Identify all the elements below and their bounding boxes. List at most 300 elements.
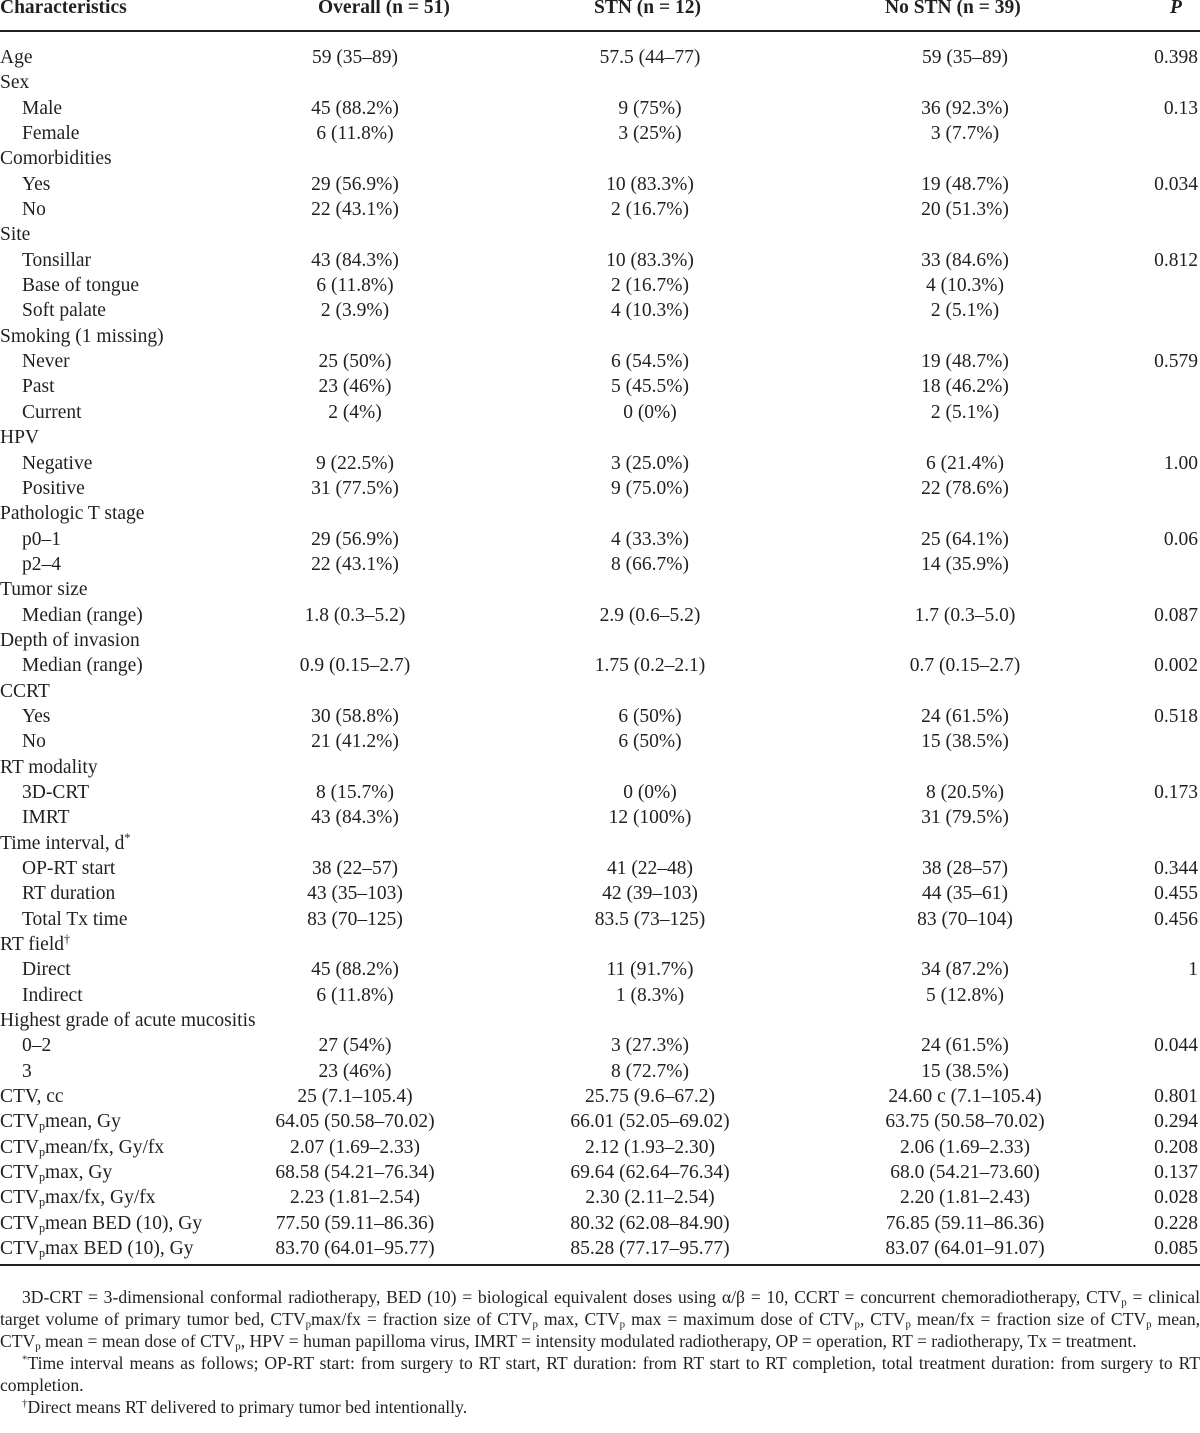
cell-stn: 83.5 (73–125) — [594, 908, 706, 930]
footnote-abbreviations-text: 3D-CRT = 3-dimensional conformal radiotherapy, BED (10) = biological equivalent doses using α/β = 10, CCRT = concurrent chemoradiotherapy, $CTV_p$ = clinical target volume of primary tumor bed, $CTV_p\max/fx$ = fraction size of $CTV_p$ max, $CTV_p$ max = maximum dose of $CTV_p$, $CTV_p$ mean/fx = fraction size of $CTV_p$ mean, $CTV_p$ mean = mean dose of $CTV_p$, HPV = human papilloma virus, IMRT = intensity modulated radiotherapy, OP = operation, RT = radiotherapy, Tx = treatment. — [0, 1287, 1200, 1353]
footnote-dagger-text: Direct means RT delivered to primary tumor bed intentionally. — [27, 1397, 468, 1417]
cell-overall: 38 (22–57) — [311, 858, 399, 879]
cell-stn: 42 (39–103) — [602, 883, 698, 905]
table-row — [0, 1033, 1200, 1058]
row-label-suffix: mean, Gy — [45, 1111, 121, 1133]
cell-overall: 83.70 (64.01–95.77) — [275, 1238, 435, 1260]
row-label-suffix: max BED (10), Gy — [45, 1238, 194, 1260]
cell-stn: 85.28 (77.17–95.77) — [570, 1238, 730, 1260]
cell-p-value: 0.812 — [1154, 249, 1198, 271]
row-label — [22, 96, 62, 121]
row-label-text: Soft palate — [22, 300, 106, 322]
cell-p-value: 0.034 — [1154, 173, 1198, 195]
cell-overall: 27 (54%) — [318, 1035, 392, 1057]
row-label-text: HPV — [0, 427, 40, 449]
table-row — [0, 273, 1200, 298]
row-label-subscript: p — [39, 1119, 46, 1134]
cell-no-stn: 8 (20.5%) — [926, 781, 1004, 803]
row-label — [22, 248, 91, 273]
row-label — [22, 451, 92, 476]
row-label-text: Pathologic T stage — [0, 503, 145, 525]
cell-stn: 4 (10.3%) — [611, 300, 689, 322]
table-row — [0, 324, 1200, 349]
row-label-prefix: CTV — [0, 1238, 39, 1260]
row-label-subscript: p — [39, 1220, 46, 1235]
cell-no-stn: 44 (35–61) — [921, 883, 1009, 905]
cell-p-value: 0.002 — [1154, 655, 1198, 677]
table-row — [0, 222, 1200, 247]
row-label — [0, 1084, 64, 1109]
cell-stn: 1.75 (0.2–2.1) — [594, 655, 706, 677]
row-label-suffix: mean BED (10), Gy — [45, 1212, 203, 1234]
bottom-rule — [0, 1264, 1200, 1266]
cell-overall: 0.9 (0.15–2.7) — [299, 655, 411, 677]
table-row — [0, 1008, 1200, 1033]
row-label — [0, 425, 39, 450]
cell-overall: 25 (7.1–105.4) — [297, 1086, 413, 1108]
row-label — [22, 881, 115, 906]
cell-overall: 22 (43.1%) — [311, 199, 399, 221]
table-row — [0, 1236, 1200, 1261]
row-label — [0, 146, 112, 171]
row-label-text: No — [22, 199, 46, 221]
header-characteristics: Characteristics — [0, 0, 127, 18]
cell-p-value: 0.208 — [1154, 1136, 1198, 1158]
cell-overall: 29 (56.9%) — [311, 173, 399, 195]
cell-stn: 12 (100%) — [608, 807, 692, 829]
cell-no-stn: 83.07 (64.01–91.07) — [885, 1238, 1045, 1260]
cell-no-stn: 76.85 (59.11–86.36) — [885, 1212, 1045, 1234]
cell-no-stn: 22 (78.6%) — [921, 477, 1009, 499]
cell-no-stn: 0.7 (0.15–2.7) — [909, 655, 1021, 677]
row-label-text: p0–1 — [22, 528, 61, 550]
table-row — [0, 957, 1200, 982]
table-row — [0, 729, 1200, 754]
cell-overall: 21 (41.2%) — [311, 731, 399, 753]
cell-no-stn: 15 (38.5%) — [921, 731, 1009, 753]
cell-p-value: 1.00 — [1163, 452, 1198, 474]
table-row — [0, 374, 1200, 399]
row-label — [0, 628, 140, 653]
row-label-text: CCRT — [0, 680, 50, 702]
table-row — [0, 425, 1200, 450]
row-label-text: CTV, cc — [0, 1086, 64, 1108]
cell-no-stn: 2.06 (1.69–2.33) — [900, 1136, 1030, 1158]
row-label-prefix: CTV — [0, 1212, 39, 1234]
row-label — [0, 577, 88, 602]
row-label — [0, 324, 164, 349]
cell-stn: 41 (22–48) — [606, 858, 694, 879]
row-label — [0, 70, 29, 95]
table-row — [0, 1084, 1200, 1109]
row-label — [22, 349, 70, 374]
cell-stn: 9 (75.0%) — [611, 477, 689, 499]
cell-overall: 9 (22.5%) — [316, 452, 394, 474]
row-label-prefix: CTV — [0, 1136, 39, 1158]
header-overall: Overall (n = 51) — [318, 0, 450, 18]
cell-overall: 45 (88.2%) — [311, 959, 399, 981]
cell-p-value: 0.579 — [1154, 351, 1198, 373]
cell-stn: 5 (45.5%) — [611, 376, 689, 398]
cell-overall: 45 (88.2%) — [311, 97, 399, 119]
row-label-text: Yes — [22, 705, 51, 727]
cell-overall: 2.07 (1.69–2.33) — [290, 1136, 420, 1158]
cell-p-value: 0.518 — [1154, 705, 1198, 727]
cell-p-value: 0.028 — [1154, 1187, 1198, 1209]
cell-no-stn: 1.7 (0.3–5.0) — [914, 604, 1016, 626]
row-label-text: Depth of invasion — [0, 629, 140, 651]
cell-stn: 57.5 (44–77) — [599, 47, 701, 68]
table-row — [0, 577, 1200, 602]
row-label-text: RT modality — [0, 756, 98, 778]
table-row — [0, 1109, 1200, 1134]
row-label-footnote-mark: * — [124, 830, 131, 845]
cell-no-stn: 5 (12.8%) — [926, 984, 1004, 1006]
cell-stn: 3 (25.0%) — [611, 452, 689, 474]
cell-p-value: 0.087 — [1154, 604, 1198, 626]
row-label-text: Highest grade of acute mucositis — [0, 1010, 256, 1032]
cell-overall: 25 (50%) — [318, 351, 392, 373]
row-label — [22, 172, 50, 197]
table-row — [0, 628, 1200, 653]
table-row — [0, 780, 1200, 805]
table-row — [0, 527, 1200, 552]
table-row — [0, 653, 1200, 678]
cell-stn: 11 (91.7%) — [606, 959, 694, 981]
cell-no-stn: 6 (21.4%) — [926, 452, 1004, 474]
row-label-text: Direct — [22, 959, 71, 981]
row-label — [22, 197, 46, 222]
cell-no-stn: 59 (35–89) — [921, 47, 1009, 68]
table-row — [0, 1135, 1200, 1160]
cell-overall: 22 (43.1%) — [311, 553, 399, 575]
cell-p-value: 0.228 — [1154, 1212, 1198, 1234]
cell-p-value: 0.13 — [1163, 97, 1198, 119]
row-label-footnote-mark: † — [64, 931, 71, 946]
row-label-text: Median (range) — [22, 655, 143, 677]
row-label-text: Positive — [22, 477, 85, 499]
table-header — [0, 0, 1200, 22]
table-row — [0, 146, 1200, 171]
cell-p-value: 0.344 — [1154, 858, 1198, 879]
row-label — [0, 1185, 156, 1210]
table-row — [0, 856, 1200, 881]
row-label — [22, 400, 82, 425]
row-label — [0, 1211, 202, 1236]
row-label — [22, 1033, 51, 1058]
table-row — [0, 1059, 1200, 1084]
cell-no-stn: 19 (48.7%) — [921, 351, 1009, 373]
cell-no-stn: 20 (51.3%) — [921, 199, 1009, 221]
cell-p-value: 0.085 — [1154, 1238, 1198, 1260]
row-label — [22, 653, 143, 678]
cell-no-stn: 24 (61.5%) — [921, 705, 1009, 727]
table-row — [0, 349, 1200, 374]
cell-no-stn: 19 (48.7%) — [921, 173, 1009, 195]
table-row — [0, 172, 1200, 197]
table-row — [0, 603, 1200, 628]
table-row — [0, 932, 1200, 957]
row-label-text: Age — [0, 47, 33, 68]
cell-no-stn: 24.60 c (7.1–105.4) — [888, 1086, 1042, 1108]
cell-p-value: 0.294 — [1154, 1111, 1198, 1133]
row-label — [0, 501, 144, 526]
row-label — [22, 957, 71, 982]
row-label — [22, 298, 106, 323]
table-row — [0, 755, 1200, 780]
cell-stn: 3 (27.3%) — [611, 1035, 689, 1057]
cell-overall: 6 (11.8%) — [316, 984, 394, 1006]
row-label-text: 3 — [22, 1060, 32, 1082]
table-row — [0, 248, 1200, 273]
cell-overall: 8 (15.7%) — [316, 781, 394, 803]
cell-stn: 0 (0%) — [623, 781, 677, 803]
row-label — [22, 121, 79, 146]
cell-stn: 8 (66.7%) — [611, 553, 689, 575]
cell-stn: 6 (50%) — [618, 731, 682, 753]
footnote-star-text: Time interval means as follows; OP-RT start: from surgery to RT start, RT duration: from RT start to RT completion, total treatment duration: from surgery to RT completion. — [0, 1353, 1200, 1395]
row-label-subscript: p — [39, 1246, 46, 1261]
cell-stn: 3 (25%) — [618, 123, 682, 145]
table-row — [0, 1160, 1200, 1185]
table-footnotes — [0, 1286, 1200, 1418]
row-label-text: Never — [22, 351, 70, 373]
cell-stn: 1 (8.3%) — [615, 984, 685, 1006]
row-label-suffix: max/fx, Gy/fx — [45, 1187, 156, 1209]
row-label — [22, 704, 50, 729]
table-row — [0, 831, 1200, 856]
footnote-dagger-mark: † — [22, 1397, 28, 1410]
table-row — [0, 298, 1200, 323]
cell-p-value: 0.06 — [1163, 528, 1198, 550]
table-body — [0, 45, 1200, 1262]
cell-stn: 80.32 (62.08–84.90) — [570, 1212, 730, 1234]
header-rule — [0, 30, 1200, 32]
row-label-text: Tonsillar — [22, 249, 92, 271]
table-row — [0, 907, 1200, 932]
row-label — [0, 932, 70, 957]
row-label-subscript: p — [39, 1144, 46, 1159]
cell-p-value: 0.137 — [1154, 1162, 1198, 1184]
cell-stn: 2.9 (0.6–5.2) — [599, 604, 701, 626]
row-label — [0, 1236, 193, 1261]
row-label-prefix: CTV — [0, 1162, 39, 1184]
row-label-suffix: max, Gy — [45, 1162, 113, 1184]
cell-overall: 43 (84.3%) — [311, 249, 399, 271]
cell-stn: 2.30 (2.11–2.54) — [585, 1187, 715, 1209]
row-label — [0, 1109, 121, 1134]
cell-overall: 77.50 (59.11–86.36) — [275, 1212, 435, 1234]
row-label — [22, 527, 61, 552]
cell-overall: 59 (35–89) — [311, 47, 399, 68]
row-label-subscript: p — [39, 1170, 46, 1185]
footnote-star-mark: * — [22, 1353, 28, 1366]
row-label — [22, 780, 89, 805]
row-label — [22, 476, 85, 501]
cell-overall: 29 (56.9%) — [311, 528, 399, 550]
table-row — [0, 1211, 1200, 1236]
cell-p-value: 0.398 — [1154, 47, 1198, 68]
row-label-text: IMRT — [22, 807, 70, 829]
cell-no-stn: 38 (28–57) — [921, 858, 1009, 879]
cell-overall: 30 (58.8%) — [311, 705, 399, 727]
row-label — [0, 222, 30, 247]
cell-stn: 2 (16.7%) — [611, 275, 689, 297]
table-row — [0, 881, 1200, 906]
cell-no-stn: 18 (46.2%) — [921, 376, 1009, 398]
row-label-text: Past — [22, 376, 55, 398]
table-row — [0, 451, 1200, 476]
table-row — [0, 552, 1200, 577]
row-label-text: Indirect — [22, 984, 83, 1006]
row-label-text: Female — [22, 123, 80, 145]
row-label-text: No — [22, 731, 46, 753]
row-label-text: Yes — [22, 173, 51, 195]
table-row — [0, 704, 1200, 729]
cell-p-value: 0.455 — [1154, 883, 1198, 905]
row-label — [0, 679, 50, 704]
header-no-stn: No STN (n = 39) — [885, 0, 1021, 18]
cell-stn: 6 (50%) — [618, 705, 682, 727]
row-label-text: OP-RT start — [22, 858, 116, 879]
cell-overall: 6 (11.8%) — [316, 123, 394, 145]
cell-no-stn: 2 (5.1%) — [930, 401, 1000, 423]
row-label-text: 3D-CRT — [22, 781, 90, 803]
header-p: P — [1170, 0, 1182, 18]
cell-no-stn: 24 (61.5%) — [921, 1035, 1009, 1057]
footnote-abbreviations — [0, 1286, 1200, 1352]
row-label — [22, 374, 55, 399]
cell-no-stn: 25 (64.1%) — [921, 528, 1009, 550]
cell-no-stn: 2 (5.1%) — [930, 300, 1000, 322]
table-row — [0, 679, 1200, 704]
cell-overall: 2 (3.9%) — [320, 300, 390, 322]
cell-stn: 25.75 (9.6–67.2) — [585, 1086, 715, 1108]
row-label-text: Current — [22, 401, 82, 423]
cell-no-stn: 33 (84.6%) — [921, 249, 1009, 271]
cell-p-value: 0.173 — [1154, 781, 1198, 803]
row-label-text: Comorbidities — [0, 148, 112, 170]
row-label — [22, 1059, 32, 1084]
row-label — [22, 552, 61, 577]
cell-overall: 68.58 (54.21–76.34) — [275, 1162, 435, 1184]
row-label-text: RT duration — [22, 883, 116, 905]
row-label — [0, 45, 33, 70]
cell-stn: 8 (72.7%) — [611, 1060, 689, 1082]
row-label-text: p2–4 — [22, 553, 61, 575]
table-row — [0, 501, 1200, 526]
row-label-prefix: CTV — [0, 1111, 39, 1133]
cell-no-stn: 83 (70–104) — [917, 908, 1013, 930]
row-label — [22, 907, 128, 932]
cell-overall: 1.8 (0.3–5.2) — [304, 604, 406, 626]
row-label — [0, 1160, 112, 1185]
table-row — [0, 983, 1200, 1008]
cell-no-stn: 4 (10.3%) — [926, 275, 1004, 297]
row-label — [22, 983, 83, 1008]
cell-stn: 10 (83.3%) — [606, 249, 694, 271]
cell-overall: 64.05 (50.58–70.02) — [275, 1111, 435, 1133]
row-label-subscript: p — [39, 1195, 46, 1210]
cell-p-value: 0.044 — [1154, 1035, 1198, 1057]
row-label-text: Site — [0, 224, 31, 246]
cell-stn: 6 (54.5%) — [611, 351, 689, 373]
row-label-text: Smoking (1 missing) — [0, 325, 164, 347]
cell-no-stn: 14 (35.9%) — [921, 553, 1009, 575]
cell-stn: 69.64 (62.64–76.34) — [570, 1162, 730, 1184]
cell-stn: 10 (83.3%) — [606, 173, 694, 195]
table-row — [0, 70, 1200, 95]
cell-stn: 9 (75%) — [618, 97, 682, 119]
row-label-text: Time interval, d — [0, 832, 125, 854]
cell-overall: 43 (84.3%) — [311, 807, 399, 829]
cell-overall: 23 (46%) — [318, 1060, 392, 1082]
row-label-text: RT field — [0, 934, 65, 956]
row-label-text: Negative — [22, 452, 93, 474]
row-label — [0, 1008, 256, 1033]
cell-no-stn: 34 (87.2%) — [921, 959, 1009, 981]
cell-no-stn: 3 (7.7%) — [930, 123, 1000, 145]
table-row — [0, 1185, 1200, 1210]
row-label-text: Median (range) — [22, 604, 143, 626]
table-row — [0, 476, 1200, 501]
cell-overall: 6 (11.8%) — [316, 275, 394, 297]
cell-stn: 2 (16.7%) — [611, 199, 689, 221]
cell-p-value: 0.801 — [1154, 1086, 1198, 1108]
row-label — [22, 729, 46, 754]
cell-overall: 2 (4%) — [328, 401, 382, 423]
cell-no-stn: 31 (79.5%) — [921, 807, 1009, 829]
row-label — [22, 603, 143, 628]
table-row — [0, 805, 1200, 830]
cell-overall: 31 (77.5%) — [311, 477, 399, 499]
row-label — [22, 856, 115, 881]
cell-stn: 66.01 (52.05–69.02) — [570, 1111, 730, 1133]
cell-no-stn: 36 (92.3%) — [921, 97, 1009, 119]
row-label-text: 0–2 — [22, 1035, 52, 1057]
table-row — [0, 45, 1200, 70]
header-stn: STN (n = 12) — [594, 0, 702, 18]
cell-stn: 4 (33.3%) — [611, 528, 689, 550]
table-row — [0, 197, 1200, 222]
row-label-text: Total Tx time — [22, 908, 128, 930]
cell-overall: 23 (46%) — [318, 376, 392, 398]
row-label — [0, 755, 98, 780]
cell-no-stn: 15 (38.5%) — [921, 1060, 1009, 1082]
row-label-text: Base of tongue — [22, 275, 139, 297]
cell-no-stn: 63.75 (50.58–70.02) — [885, 1111, 1045, 1133]
row-label-prefix: CTV — [0, 1187, 39, 1209]
cell-no-stn: 2.20 (1.81–2.43) — [900, 1187, 1030, 1209]
table-row — [0, 96, 1200, 121]
cell-overall: 2.23 (1.81–2.54) — [290, 1187, 420, 1209]
cell-p-value: 0.456 — [1154, 908, 1198, 930]
row-label-text: Male — [22, 97, 63, 119]
table-row — [0, 400, 1200, 425]
table-row — [0, 121, 1200, 146]
row-label-text: Sex — [0, 72, 30, 94]
cell-p-value: 1 — [1188, 959, 1198, 981]
cell-stn: 2.12 (1.93–2.30) — [585, 1136, 715, 1158]
cell-overall: 83 (70–125) — [307, 908, 403, 930]
cell-no-stn: 68.0 (54.21–73.60) — [890, 1162, 1040, 1184]
row-label — [22, 273, 139, 298]
footnote-dagger — [0, 1396, 1200, 1418]
footnote-star — [0, 1352, 1200, 1396]
row-label-suffix: mean/fx, Gy/fx — [45, 1136, 165, 1158]
cell-stn: 0 (0%) — [623, 401, 677, 423]
cell-overall: 43 (35–103) — [307, 883, 403, 905]
